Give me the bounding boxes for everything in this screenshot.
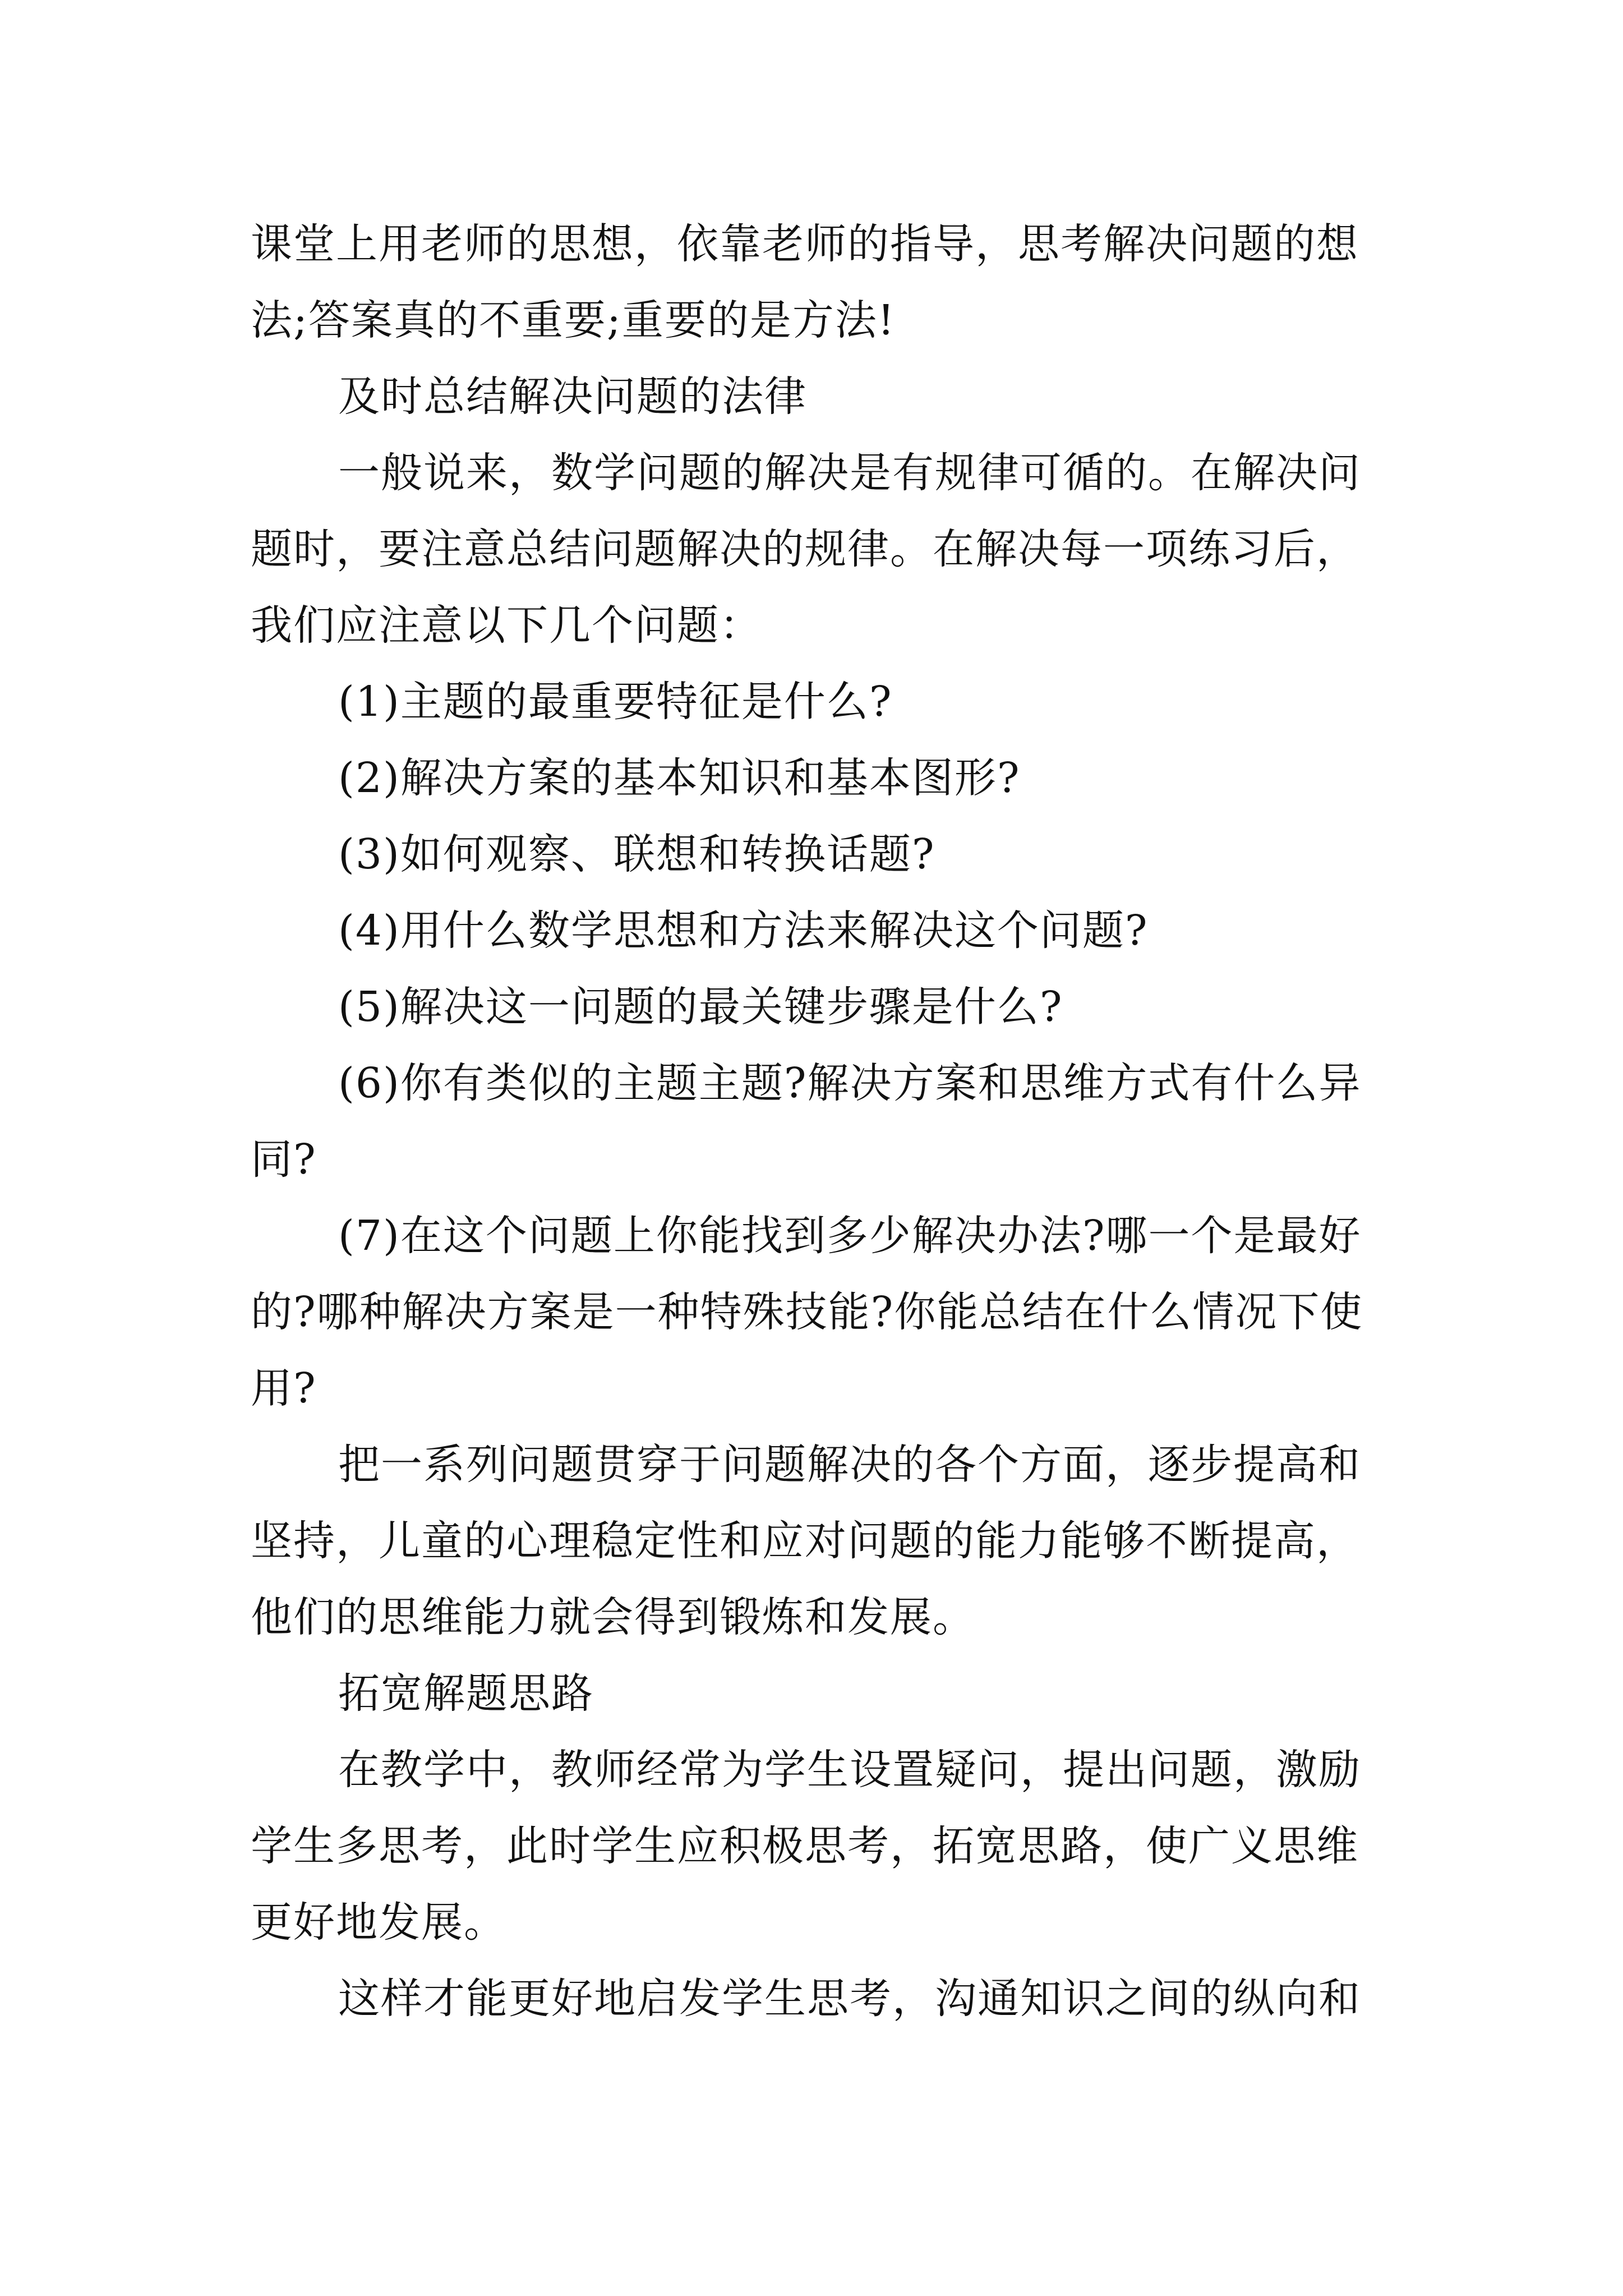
list-item: (4)用什么数学思想和方法来解决这个问题? <box>338 907 1149 955</box>
list-item: (3)如何观察、联想和转换话题? <box>338 830 935 878</box>
text-line: 课堂上用老师的思想，依靠老师的指导，思考解决问题的想 <box>251 220 1359 268</box>
section-heading: 拓宽解题思路 <box>338 1669 594 1718</box>
text-line: 法;答案真的不重要;重要的是方法! <box>251 296 896 344</box>
list-item: (6)你有类似的主题主题?解决方案和思维方式有什么异 <box>338 1059 1362 1107</box>
list-item: (7)在这个问题上你能找到多少解决办法?哪一个是最好 <box>338 1212 1362 1260</box>
list-item: (2)解决方案的基本知识和基本图形? <box>338 754 1021 802</box>
text-line: 坚持，儿童的心理稳定性和应对问题的能力能够不断提高， <box>251 1517 1359 1565</box>
text-line: 更好地发展。 <box>251 1898 506 1947</box>
text-line: 把一系列问题贯穿于问题解决的各个方面，逐步提高和 <box>338 1441 1361 1489</box>
list-item-continuation: 的?哪种解决方案是一种特殊技能?你能总结在什么情况下使 <box>251 1288 1363 1336</box>
text-line: 他们的思维能力就会得到锻炼和发展。 <box>251 1593 975 1641</box>
text-line: 学生多思考，此时学生应积极思考，拓宽思路，使广义思维 <box>251 1822 1359 1870</box>
list-item-continuation: 用? <box>251 1364 317 1412</box>
text-line: 题时，要注意总结问题解决的规律。在解决每一项练习后， <box>251 525 1359 573</box>
text-line: 这样才能更好地启发学生思考，沟通知识之间的纵向和 <box>338 1975 1361 2023</box>
list-item-continuation: 同? <box>251 1135 317 1184</box>
list-item: (5)解决这一问题的最关键步骤是什么? <box>338 983 1063 1031</box>
list-item: (1)主题的最重要特征是什么? <box>338 678 893 726</box>
text-line: 我们应注意以下几个问题： <box>251 601 762 650</box>
text-line: 在教学中，教师经常为学生设置疑问，提出问题，激励 <box>338 1746 1361 1794</box>
section-heading: 及时总结解决问题的法律 <box>338 372 807 421</box>
text-line: 一般说来，数学问题的解决是有规律可循的。在解决问 <box>338 449 1361 497</box>
